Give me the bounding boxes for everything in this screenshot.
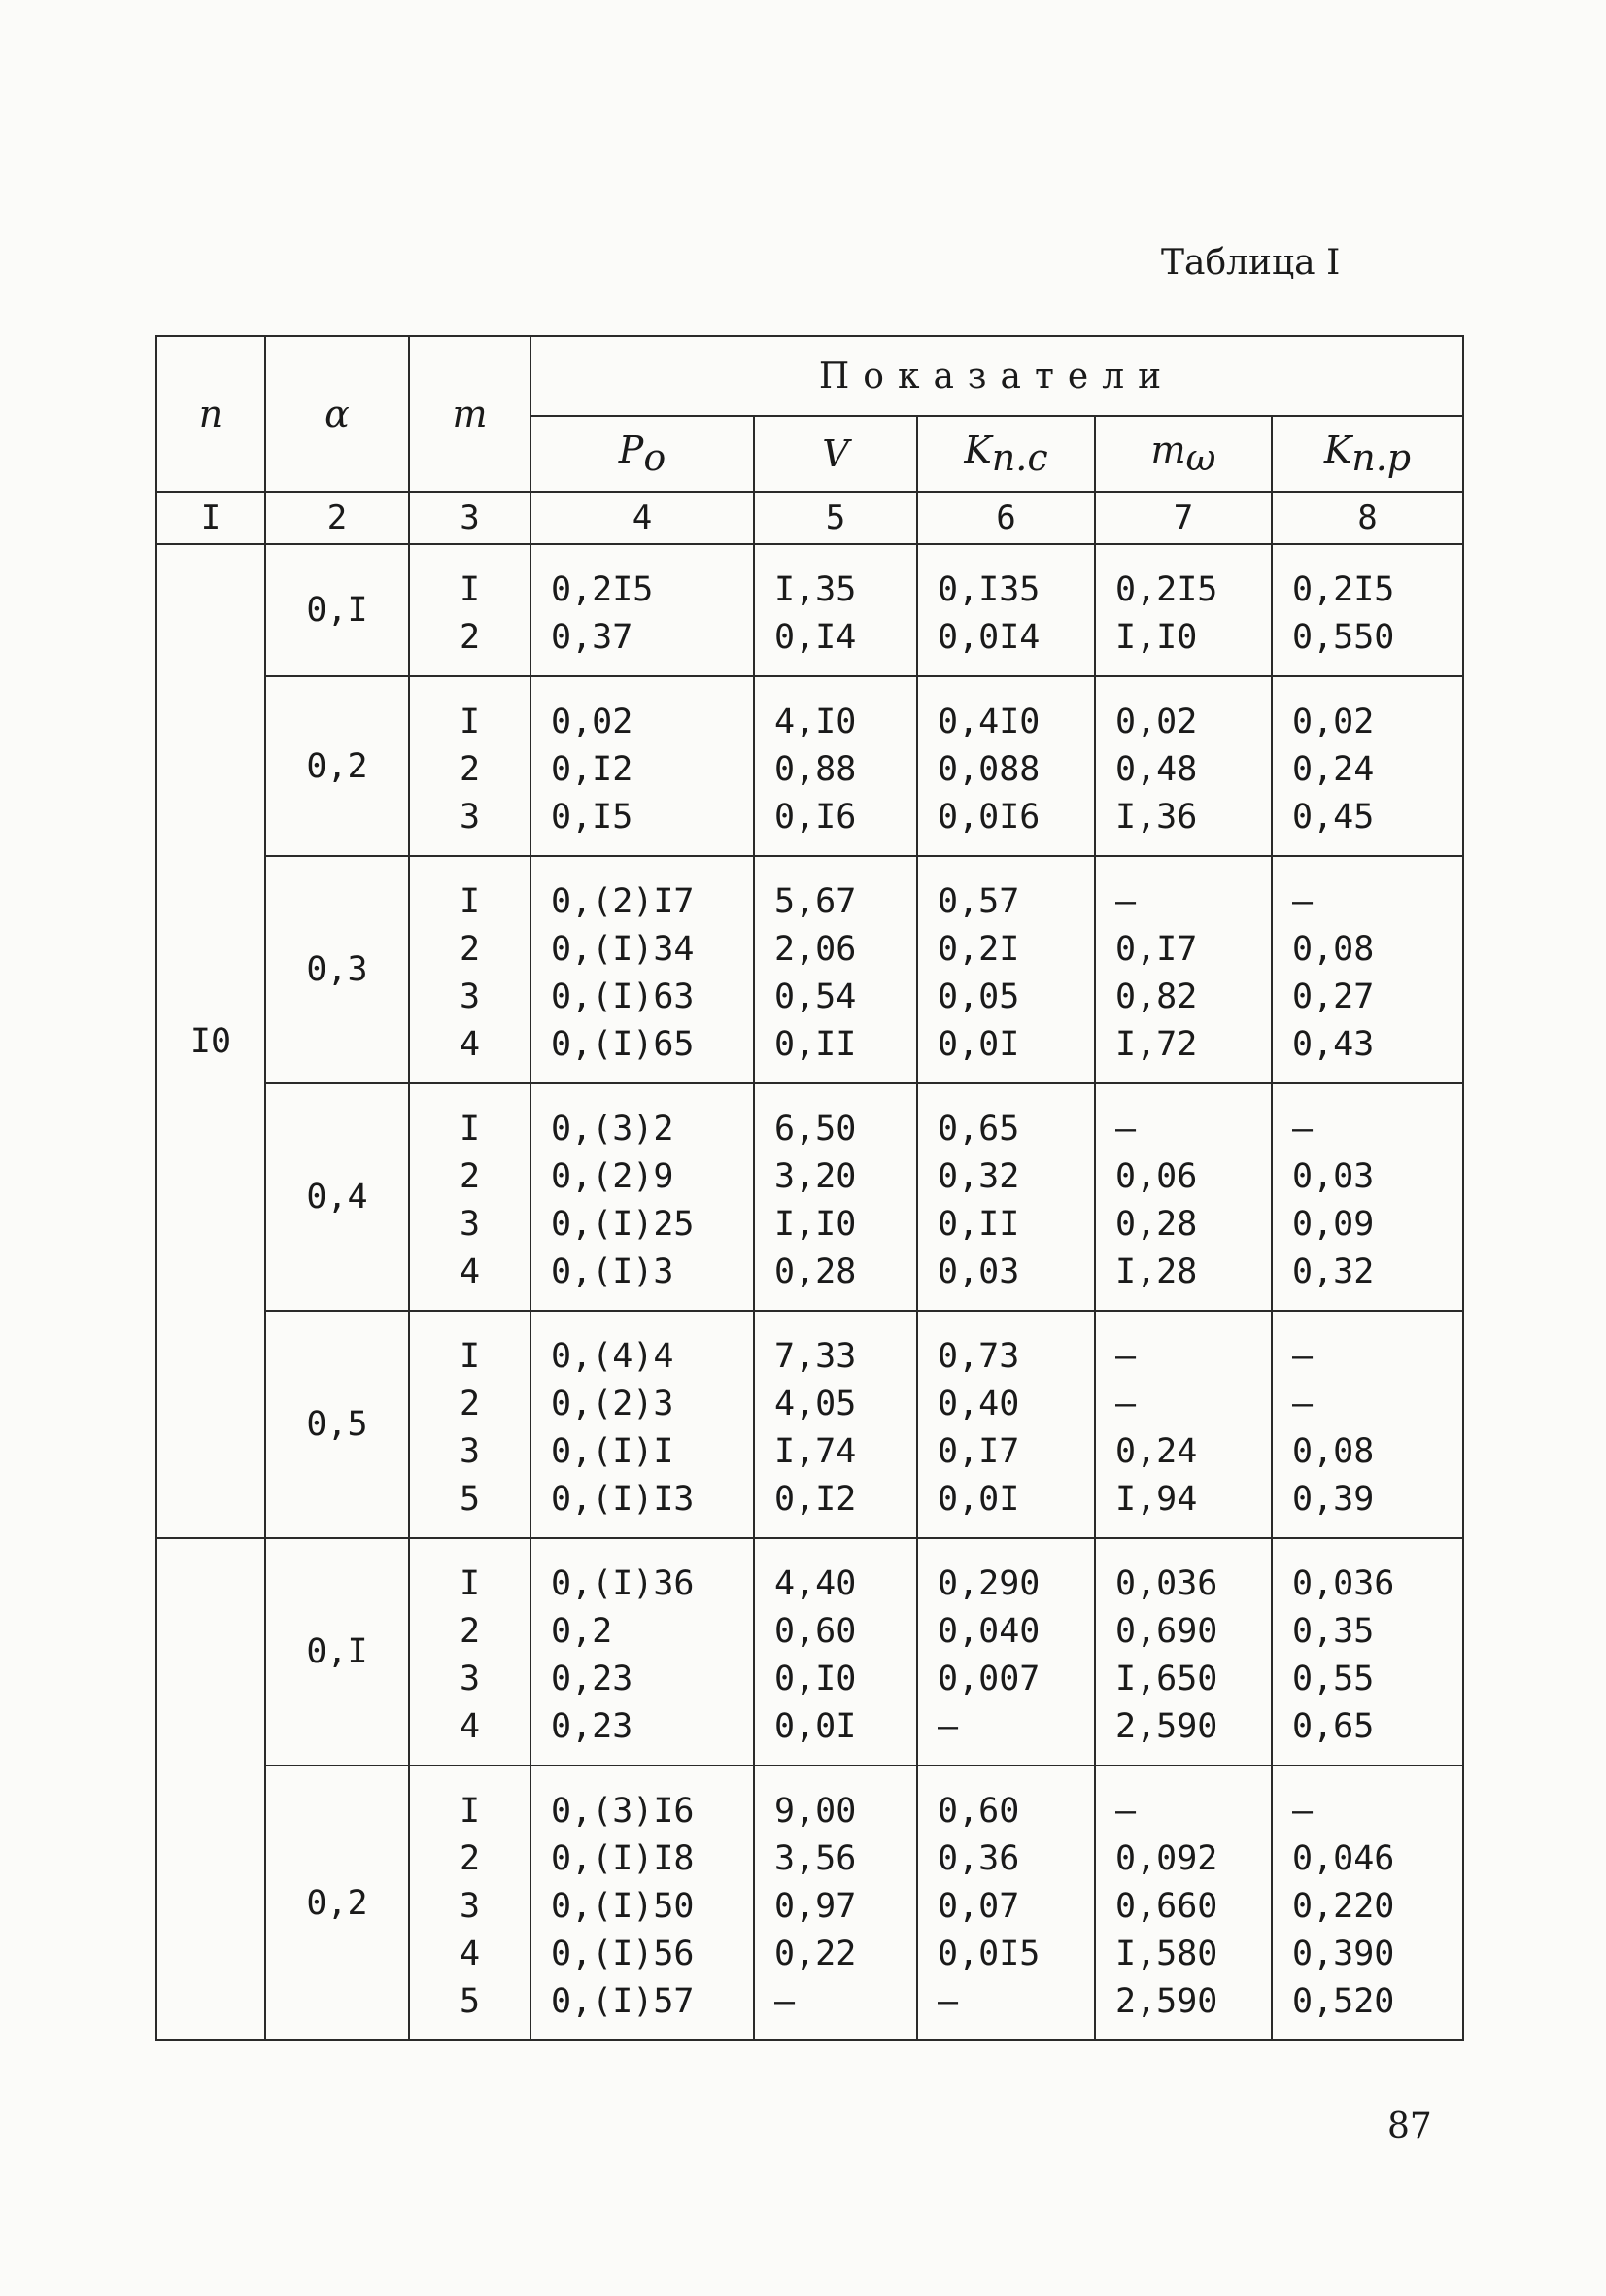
table-row-group	[156, 676, 1463, 856]
cell-value: 0,07	[938, 1887, 1020, 1926]
cell-value: 0,(2)I7	[551, 882, 695, 921]
n-value	[156, 1538, 265, 2040]
m-values	[409, 544, 530, 676]
cell-value: 0,2I	[938, 930, 1020, 969]
cell-value: 2	[459, 1385, 481, 1423]
cell-value: –	[1115, 1792, 1137, 1831]
knp-values	[1272, 856, 1463, 1083]
cell-value: 0,55	[1292, 1660, 1375, 1698]
mw-values	[1095, 544, 1272, 676]
cell-value: 0,040	[938, 1612, 1041, 1651]
cell-value: 5,67	[774, 882, 857, 921]
cell-value: 0,03	[938, 1252, 1020, 1291]
header-col-knp: $K_{п.р}$	[1272, 416, 1463, 492]
cell-value: 0,97	[774, 1887, 857, 1926]
table-body	[156, 544, 1463, 2040]
table-caption: Таблица I	[1161, 243, 1341, 283]
cell-value: –	[938, 1707, 959, 1746]
cell-value: 0,(I)63	[551, 977, 695, 1016]
cell-value: 0,57	[938, 882, 1020, 921]
cell-value: 4	[459, 1935, 481, 1973]
cell-value: 0,550	[1292, 618, 1395, 657]
cell-value: 0,23	[551, 1660, 633, 1698]
cell-value: 0,02	[1292, 703, 1375, 741]
v-values	[754, 676, 917, 856]
cell-value: 0,06	[1115, 1157, 1198, 1196]
cell-value: 0,03	[1292, 1157, 1375, 1196]
alpha-value: 0,2	[265, 1765, 409, 2040]
v-values	[754, 1311, 917, 1538]
header-col-p0: $P_o$	[530, 416, 754, 492]
cell-value: 0,(I)I3	[551, 1480, 695, 1519]
cell-value: –	[938, 1982, 959, 2021]
cell-value: 0,390	[1292, 1935, 1395, 1973]
cell-value: 0,I2	[551, 750, 633, 789]
cell-value: 0,520	[1292, 1982, 1395, 2021]
alpha-value: 0,I	[265, 1538, 409, 1765]
mw-values	[1095, 1083, 1272, 1311]
cell-value: 0,660	[1115, 1887, 1218, 1926]
v-values	[754, 856, 917, 1083]
cell-value: 0,I2	[774, 1480, 857, 1519]
m-values	[409, 1083, 530, 1311]
cell-value: 0,88	[774, 750, 857, 789]
cell-value: 2	[459, 618, 481, 657]
cell-value: –	[1115, 1337, 1137, 1376]
cell-value: 0,092	[1115, 1839, 1218, 1878]
cell-value: 3,56	[774, 1839, 857, 1878]
cell-value: 2,06	[774, 930, 857, 969]
cell-value: 0,32	[938, 1157, 1020, 1196]
alpha-value: 0,3	[265, 856, 409, 1083]
m-values	[409, 1311, 530, 1538]
cell-value: 0,036	[1292, 1564, 1395, 1603]
v-values	[754, 544, 917, 676]
cell-value: 0,046	[1292, 1839, 1395, 1878]
column-number: 5	[754, 492, 917, 544]
cell-value: 0,0I4	[938, 618, 1041, 657]
v-values	[754, 1083, 917, 1311]
cell-value: 0,65	[938, 1110, 1020, 1148]
cell-value: –	[1115, 882, 1137, 921]
cell-value: 3	[459, 1205, 481, 1244]
cell-value: 0,290	[938, 1564, 1041, 1603]
cell-value: 9,00	[774, 1792, 857, 1831]
v-values	[754, 1538, 917, 1765]
cell-value: 0,37	[551, 618, 633, 657]
m-values	[409, 1538, 530, 1765]
m-values	[409, 856, 530, 1083]
cell-value: 0,0I6	[938, 798, 1041, 837]
cell-value: 0,II	[774, 1025, 857, 1064]
cell-value: I	[459, 1337, 481, 1376]
cell-value: –	[1292, 1792, 1314, 1831]
cell-value: 0,43	[1292, 1025, 1375, 1064]
page-number: 87	[1387, 2107, 1432, 2146]
cell-value: I,650	[1115, 1660, 1218, 1698]
table-row-group	[156, 856, 1463, 1083]
cell-value: 0,I0	[774, 1660, 857, 1698]
knc-values	[917, 856, 1095, 1083]
cell-value: I,94	[1115, 1480, 1198, 1519]
cell-value: 0,(I)I	[551, 1432, 674, 1471]
v-values	[754, 1765, 917, 2040]
p0-values	[530, 1538, 754, 1765]
cell-value: 0,28	[1115, 1205, 1198, 1244]
cell-value: –	[1292, 1385, 1314, 1423]
cell-value: 2,590	[1115, 1707, 1218, 1746]
cell-value: 0,(3)2	[551, 1110, 674, 1148]
table-row-group	[156, 1538, 1463, 1765]
column-number: 2	[265, 492, 409, 544]
cell-value: 0,09	[1292, 1205, 1375, 1244]
cell-value: 0,0I	[938, 1025, 1020, 1064]
cell-value: 2	[459, 1157, 481, 1196]
p0-values	[530, 676, 754, 856]
cell-value: I	[459, 703, 481, 741]
cell-value: 0,2I5	[1292, 570, 1395, 609]
cell-value: 0,08	[1292, 1432, 1375, 1471]
cell-value: 0,(I)57	[551, 1982, 695, 2021]
cell-value: 3	[459, 1432, 481, 1471]
cell-value: 0,05	[938, 977, 1020, 1016]
knp-values	[1272, 1083, 1463, 1311]
column-number: I	[156, 492, 265, 544]
header-col-knc: $K_{п.с}$	[917, 416, 1095, 492]
cell-value: 4,40	[774, 1564, 857, 1603]
knp-values	[1272, 1311, 1463, 1538]
cell-value: 0,0I	[774, 1707, 857, 1746]
cell-value: 0,(I)34	[551, 930, 695, 969]
p0-values	[530, 1311, 754, 1538]
column-numbers-row	[156, 492, 1463, 544]
knc-values	[917, 676, 1095, 856]
cell-value: 3	[459, 1887, 481, 1926]
mw-values	[1095, 1311, 1272, 1538]
cell-value: –	[1292, 1337, 1314, 1376]
cell-value: 3,20	[774, 1157, 857, 1196]
cell-value: 0,24	[1292, 750, 1375, 789]
knp-values	[1272, 676, 1463, 856]
cell-value: 2,590	[1115, 1982, 1218, 2021]
cell-value: 0,32	[1292, 1252, 1375, 1291]
cell-value: 0,I7	[938, 1432, 1020, 1471]
header-indicators: Показатели	[530, 336, 1463, 416]
header-n: n	[156, 336, 265, 492]
alpha-value: 0,I	[265, 544, 409, 676]
cell-value: I	[459, 1110, 481, 1148]
cell-value: 0,02	[551, 703, 633, 741]
m-values	[409, 1765, 530, 2040]
cell-value: I,28	[1115, 1252, 1198, 1291]
header-alpha: α	[265, 336, 409, 492]
cell-value: 0,I35	[938, 570, 1041, 609]
cell-value: 0,24	[1115, 1432, 1198, 1471]
knc-values	[917, 1311, 1095, 1538]
alpha-value: 0,2	[265, 676, 409, 856]
knp-values	[1272, 1538, 1463, 1765]
cell-value: 5	[459, 1982, 481, 2021]
cell-value: I,580	[1115, 1935, 1218, 1973]
cell-value: 0,54	[774, 977, 857, 1016]
header-col-mw: $m_\omega$	[1095, 416, 1272, 492]
cell-value: I,I0	[1115, 618, 1198, 657]
cell-value: –	[774, 1982, 796, 2021]
cell-value: 0,0I5	[938, 1935, 1041, 1973]
cell-value: 0,65	[1292, 1707, 1375, 1746]
cell-value: 4	[459, 1707, 481, 1746]
cell-value: 3	[459, 798, 481, 837]
mw-values	[1095, 1765, 1272, 2040]
cell-value: 0,40	[938, 1385, 1020, 1423]
alpha-value: 0,5	[265, 1311, 409, 1538]
cell-value: 0,48	[1115, 750, 1198, 789]
cell-value: 0,4I0	[938, 703, 1041, 741]
cell-value: 2	[459, 1612, 481, 1651]
cell-value: 2	[459, 750, 481, 789]
cell-value: –	[1292, 1110, 1314, 1148]
cell-value: 0,2	[551, 1612, 613, 1651]
cell-value: 0,36	[938, 1839, 1020, 1878]
cell-value: 0,(3)I6	[551, 1792, 695, 1831]
knc-values	[917, 1538, 1095, 1765]
cell-value: 0,0I	[938, 1480, 1020, 1519]
data-table	[155, 335, 1464, 2041]
cell-value: 0,(I)36	[551, 1564, 695, 1603]
cell-value: 4	[459, 1252, 481, 1291]
cell-value: I	[459, 570, 481, 609]
cell-value: 0,35	[1292, 1612, 1375, 1651]
cell-value: 0,22	[774, 1935, 857, 1973]
cell-value: –	[1115, 1385, 1137, 1423]
cell-value: 0,I7	[1115, 930, 1198, 969]
cell-value: 2	[459, 1839, 481, 1878]
column-number: 7	[1095, 492, 1272, 544]
cell-value: 4,I0	[774, 703, 857, 741]
p0-values	[530, 1765, 754, 2040]
table-row-group	[156, 1311, 1463, 1538]
cell-value: 3	[459, 977, 481, 1016]
alpha-value: 0,4	[265, 1083, 409, 1311]
table-row-group	[156, 1083, 1463, 1311]
cell-value: 0,I6	[774, 798, 857, 837]
header-m: m	[409, 336, 530, 492]
cell-value: 4,05	[774, 1385, 857, 1423]
cell-value: I,I0	[774, 1205, 857, 1244]
cell-value: 0,08	[1292, 930, 1375, 969]
cell-value: –	[1115, 1110, 1137, 1148]
p0-values	[530, 856, 754, 1083]
cell-value: 0,23	[551, 1707, 633, 1746]
cell-value: 0,(I)25	[551, 1205, 695, 1244]
p0-values	[530, 544, 754, 676]
knc-values	[917, 1083, 1095, 1311]
cell-value: I,36	[1115, 798, 1198, 837]
knp-values	[1272, 544, 1463, 676]
cell-value: 0,60	[938, 1792, 1020, 1831]
mw-values	[1095, 1538, 1272, 1765]
cell-value: 0,007	[938, 1660, 1041, 1698]
column-number: 8	[1272, 492, 1463, 544]
cell-value: 0,I4	[774, 618, 857, 657]
cell-value: I,35	[774, 570, 857, 609]
cell-value: 7,33	[774, 1337, 857, 1376]
table-row-group	[156, 544, 1463, 676]
cell-value: I,74	[774, 1432, 857, 1471]
mw-values	[1095, 676, 1272, 856]
cell-value: 6,50	[774, 1110, 857, 1148]
cell-value: 0,39	[1292, 1480, 1375, 1519]
header-col-v: V	[754, 416, 917, 492]
column-number: 6	[917, 492, 1095, 544]
cell-value: 0,82	[1115, 977, 1198, 1016]
cell-value: 0,036	[1115, 1564, 1218, 1603]
cell-value: –	[1292, 882, 1314, 921]
n-value: I0	[156, 544, 265, 1538]
cell-value: 0,(I)65	[551, 1025, 695, 1064]
cell-value: 0,02	[1115, 703, 1198, 741]
cell-value: 0,60	[774, 1612, 857, 1651]
cell-value: 0,(4)4	[551, 1337, 674, 1376]
cell-value: 0,088	[938, 750, 1041, 789]
cell-value: 2	[459, 930, 481, 969]
cell-value: 0,II	[938, 1205, 1020, 1244]
knp-values	[1272, 1765, 1463, 2040]
cell-value: 4	[459, 1025, 481, 1064]
cell-value: I,72	[1115, 1025, 1198, 1064]
cell-value: 0,220	[1292, 1887, 1395, 1926]
cell-value: 0,28	[774, 1252, 857, 1291]
cell-value: I	[459, 1792, 481, 1831]
knc-values	[917, 1765, 1095, 2040]
cell-value: 5	[459, 1480, 481, 1519]
cell-value: 0,I5	[551, 798, 633, 837]
m-values	[409, 676, 530, 856]
cell-value: 0,(2)9	[551, 1157, 674, 1196]
cell-value: 0,2I5	[551, 570, 654, 609]
cell-value: 0,690	[1115, 1612, 1218, 1651]
cell-value: 0,27	[1292, 977, 1375, 1016]
column-number: 4	[530, 492, 754, 544]
cell-value: 3	[459, 1660, 481, 1698]
cell-value: 0,(I)50	[551, 1887, 695, 1926]
column-number: 3	[409, 492, 530, 544]
cell-value: 0,(I)3	[551, 1252, 674, 1291]
p0-values	[530, 1083, 754, 1311]
cell-value: I	[459, 882, 481, 921]
table-row-group	[156, 1765, 1463, 2040]
cell-value: I	[459, 1564, 481, 1603]
cell-value: 0,(I)I8	[551, 1839, 695, 1878]
cell-value: 0,2I5	[1115, 570, 1218, 609]
mw-values	[1095, 856, 1272, 1083]
cell-value: 0,45	[1292, 798, 1375, 837]
cell-value: 0,(I)56	[551, 1935, 695, 1973]
knc-values	[917, 544, 1095, 676]
cell-value: 0,(2)3	[551, 1385, 674, 1423]
cell-value: 0,73	[938, 1337, 1020, 1376]
